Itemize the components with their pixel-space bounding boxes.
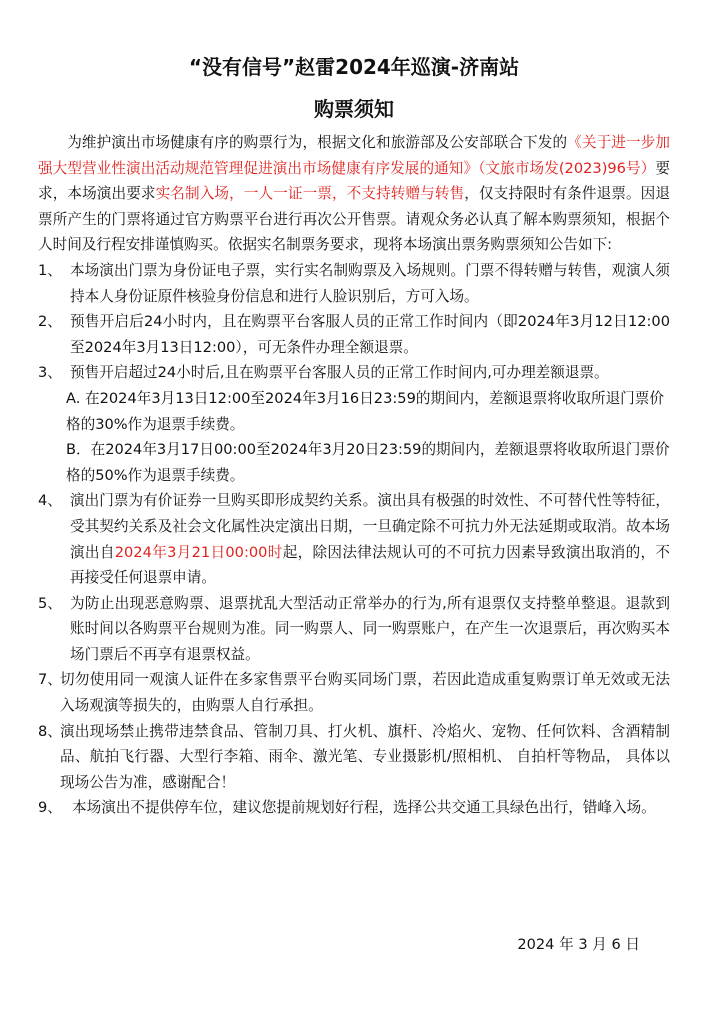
notice-item-3-sub-a: A. 在2024年3月13日12:00至2024年3月16日23:59的期间内，差额退票将收取所退门票价格的30%作为退票手续费。 bbox=[66, 389, 664, 433]
item-number: 5、 bbox=[38, 594, 62, 612]
issue-date: 2024 年 3 月 6 日 bbox=[517, 936, 640, 953]
item-number: 8、 bbox=[38, 722, 62, 740]
item-number: 1、 bbox=[38, 261, 62, 279]
intro-text-1: 为维护演出市场健康有序的购票行为，根据文化和旅游部及公安部联合下发的 bbox=[67, 134, 568, 151]
notice-item-3 bbox=[38, 360, 670, 386]
notice-item-5 bbox=[38, 591, 670, 668]
item-number: 7、 bbox=[38, 671, 62, 689]
item-text bbox=[70, 488, 670, 590]
item-number: 4、 bbox=[38, 492, 62, 510]
item-text: 切勿使用同一观演人证件在多家售票平台购买同场门票，若因此造成重复购票订单无效或无法入场观演等损失的，由购票人自行承担。 bbox=[60, 671, 670, 715]
item-text-part-1: 演出门票为有价证券一旦购买即形成契约关系。演出具有极强的时效性、不可替代性等特征，受其契约关系及社会文化属性决定演出日期，一旦确定除不可抗力外无法延期或取消。故本场演出自 bbox=[70, 492, 670, 561]
notice-item-7 bbox=[38, 667, 670, 718]
notice-item-2 bbox=[38, 309, 670, 360]
item-number: 3、 bbox=[38, 364, 62, 382]
intro-realname-rule: 实名制入场，一人一证一票，不支持转赠与转售 bbox=[155, 185, 465, 203]
item-text: 预售开启后24小时内，且在购票平台客服人员的正常工作时间内（即2024年3月12日12:00至2024年3月13日12:00），可无条件办理全额退票。 bbox=[70, 313, 670, 356]
item-text: 为防止出现恶意购票、退票扰乱大型活动正常举办的行为,所有退票仅支持整单整退。退款到账时间以各购票平台规则为准。同一购票人、同一购票账户，在产生一次退票后，再次购买本场门票后不再享有退票权益。 bbox=[70, 594, 670, 663]
intro-notice-reference: 《关于进一步加强大型营业性演出活动规范管理促进演出市场健康有序发展的通知》（文旅市场发(2023)96号） bbox=[38, 134, 670, 177]
item-text: 演出现场禁止携带违禁食品、管制刀具、打火机、旗杆、冷焰火、宠物、任何饮料、含酒精制品、航拍飞行器、大型行李箱、雨伞、激光笔、专业摄影机/照相机、 自拍杆等物品， 具体以现场公告为准，感谢配合！ bbox=[60, 722, 670, 791]
intro-text-2: 要求，本场演出要求 bbox=[38, 159, 670, 203]
notice-item-8 bbox=[38, 719, 670, 796]
notice-item-3-sub-b: B．在2024年3月17日00:00至2024年3月20日23:59的期间内，差额退票将收取所退门票价格的50%作为退票手续费。 bbox=[66, 441, 670, 484]
intro-paragraph bbox=[38, 130, 670, 258]
notice-item-9 bbox=[38, 795, 670, 821]
item-text: 本场演出门票为身份证电子票，实行实名制购票及入场规则。门票不得转赠与转售，观演人须持本人身份证原件核验身份信息和进行人脸识别后，方可入场。 bbox=[70, 261, 670, 305]
document-subtitle: 购票须知 bbox=[314, 97, 394, 121]
item-text: 预售开启超过24小时后,且在购票平台客服人员的正常工作时间内,可办理差额退票。 bbox=[70, 364, 609, 382]
item-text: 本场演出不提供停车位，建议您提前规划好行程，选择公共交通工具绿色出行，错峰入场。 bbox=[72, 799, 656, 817]
document-title: “没有信号”赵雷2024年巡演-济南站 bbox=[188, 55, 520, 79]
notice-item-4 bbox=[38, 488, 670, 590]
item-text-part-2: 起，除因法律法规认可的不可抗力因素导致演出取消的，不再接受任何退票申请。 bbox=[70, 543, 670, 587]
item-number: 9、 bbox=[38, 799, 62, 817]
intro-text-3: ，仅支持限时有条件退票。因退票所产生的门票将通过官方购票平台进行再次公开售票。请观众务必认真了解本购票须知，根据个人时间及行程安排谨慎购买。依据实名制票务要求，现将本场演出票务购票须知公告如下: bbox=[38, 185, 670, 254]
item-number: 2、 bbox=[38, 313, 62, 331]
notice-item-1 bbox=[38, 258, 670, 309]
refund-deadline: 2024年3月21日00:00时 bbox=[114, 543, 283, 561]
